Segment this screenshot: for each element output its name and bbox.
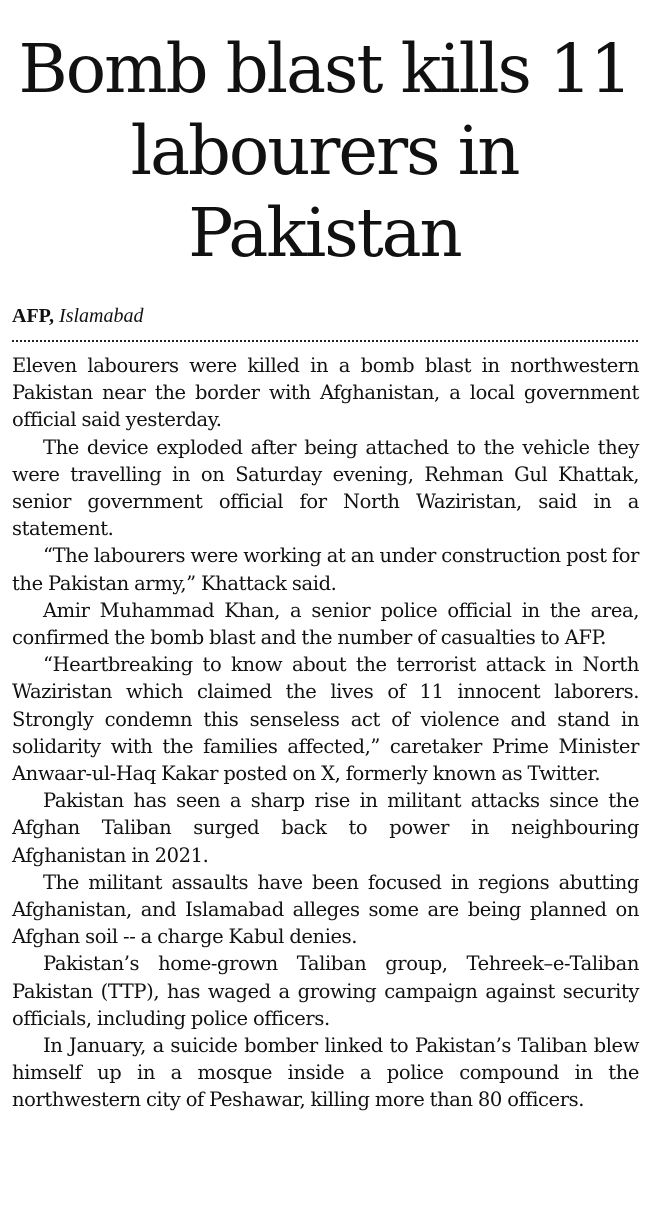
paragraph: “The labourers were working at an under construction post for the Pakistan army,” Khattack said.: [12, 544, 639, 595]
paragraph: Pakistan’s home-grown Taliban group, Tehreek–e-Taliban Pakistan (TTP), has waged a growing campaign against security officials, including police officers.: [12, 952, 639, 1030]
byline-agency: AFP,: [12, 305, 55, 327]
dotted-divider: [12, 340, 638, 342]
byline: [12, 303, 144, 329]
paragraph: The militant assaults have been focused in regions abutting Afghanistan, and Islamabad alleges some are being planned on Afghan soil -- a charge Kabul denies.: [12, 870, 639, 949]
paragraph: Eleven labourers were killed in a bomb blast in northwestern Pakistan near the border with Afghanistan, a local government official said yesterday.: [12, 354, 639, 432]
paragraph: Pakistan has seen a sharp rise in militant attacks since the Afghan Taliban surged back to power in neighbouring Afghanistan in 2021.: [12, 789, 639, 867]
byline-location: Islamabad: [59, 305, 144, 327]
paragraph: Amir Muhammad Khan, a senior police official in the area, confirmed the bomb blast and the number of casualties to AFP.: [12, 598, 639, 650]
paragraph: The device exploded after being attached to the vehicle they were travelling in on Saturday evening, Rehman Gul Khattak, senior government official for North Waziristan, said in a statement.: [12, 435, 639, 541]
headline: Bomb blast kills 11 labourers in Pakistan: [18, 30, 631, 272]
article-body: [12, 352, 639, 1114]
paragraph: “Heartbreaking to know about the terrorist attack in North Waziristan which claimed the lives of 11 innocent laborers. Strongly condemn this senseless act of violence and stand in solidarity with the families affected,” caretaker Prime Minister Anwaar-ul-Haq Kakar posted on X, formerly known as Twitter.: [12, 653, 639, 786]
paragraph: In January, a suicide bomber linked to Pakistan’s Taliban blew himself up in a mosque inside a police compound in the northwestern city of Peshawar, killing more than 80 officers.: [12, 1034, 639, 1112]
